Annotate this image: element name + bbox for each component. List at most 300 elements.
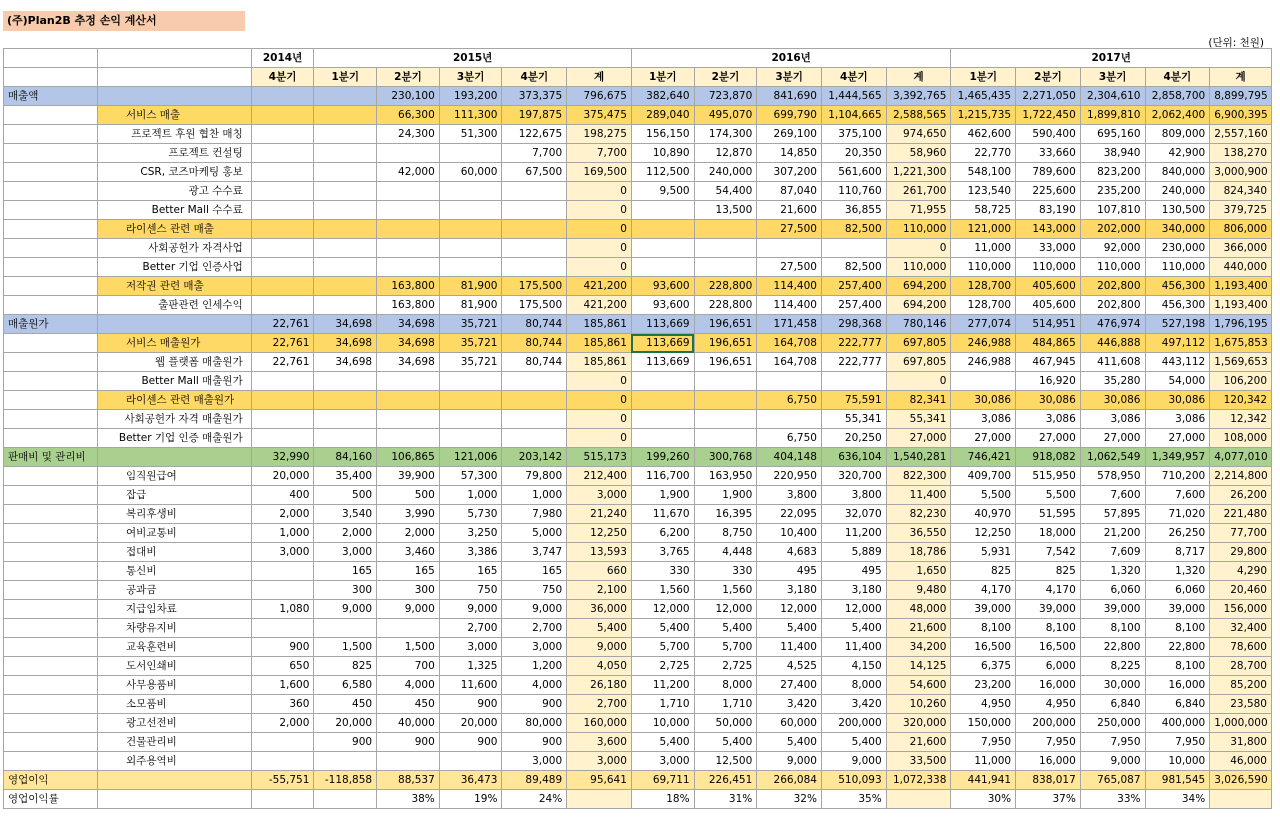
value-cell[interactable]: 3,000 <box>314 543 377 562</box>
total-cell[interactable]: 18,786 <box>886 543 951 562</box>
value-cell[interactable] <box>694 429 757 448</box>
row-item-label[interactable]: Better Mall 매출원가 <box>98 372 252 391</box>
row-item-label[interactable]: 지급임차료 <box>98 600 252 619</box>
total-cell[interactable]: 58,960 <box>886 144 951 163</box>
value-cell[interactable]: 300,768 <box>694 448 757 467</box>
value-cell[interactable]: 21,600 <box>757 201 822 220</box>
value-cell[interactable]: 1,560 <box>694 581 757 600</box>
value-cell[interactable]: 23,200 <box>951 676 1016 695</box>
value-cell[interactable] <box>314 125 377 144</box>
value-cell[interactable]: 5,500 <box>951 486 1016 505</box>
value-cell[interactable] <box>251 429 314 448</box>
value-cell[interactable]: 6,060 <box>1080 581 1145 600</box>
value-cell[interactable]: 163,950 <box>694 467 757 486</box>
value-cell[interactable]: 240,000 <box>1145 182 1210 201</box>
row-category-label[interactable] <box>4 733 98 752</box>
value-cell[interactable]: 3,420 <box>821 695 886 714</box>
value-cell[interactable] <box>502 201 567 220</box>
total-cell[interactable]: 0 <box>886 372 951 391</box>
value-cell[interactable]: 32,990 <box>251 448 314 467</box>
total-cell[interactable]: 21,240 <box>567 505 632 524</box>
value-cell[interactable]: 809,000 <box>1145 125 1210 144</box>
value-cell[interactable]: 20,000 <box>314 714 377 733</box>
row-category-label[interactable] <box>4 201 98 220</box>
row-item-label[interactable]: 여비교통비 <box>98 524 252 543</box>
value-cell[interactable]: 699,790 <box>757 106 822 125</box>
quarter-header[interactable]: 2분기 <box>377 68 440 87</box>
total-cell[interactable]: 120,342 <box>1210 391 1272 410</box>
value-cell[interactable]: 10,400 <box>757 524 822 543</box>
value-cell[interactable]: 9,000 <box>1080 752 1145 771</box>
row-category-label[interactable] <box>4 353 98 372</box>
value-cell[interactable]: 165 <box>502 562 567 581</box>
value-cell[interactable]: 80,744 <box>502 315 567 334</box>
value-cell[interactable]: 1,215,735 <box>951 106 1016 125</box>
value-cell[interactable] <box>821 372 886 391</box>
value-cell[interactable]: 1,000 <box>439 486 502 505</box>
value-cell[interactable]: 527,198 <box>1145 315 1210 334</box>
value-cell[interactable]: 80,744 <box>502 353 567 372</box>
value-cell[interactable]: 9,000 <box>502 600 567 619</box>
value-cell[interactable] <box>251 752 314 771</box>
value-cell[interactable]: 456,300 <box>1145 296 1210 315</box>
value-cell[interactable]: 69,711 <box>631 771 694 790</box>
value-cell[interactable] <box>631 410 694 429</box>
value-cell[interactable]: 71,020 <box>1145 505 1210 524</box>
value-cell[interactable]: 900 <box>439 695 502 714</box>
total-cell[interactable]: 366,000 <box>1210 239 1272 258</box>
value-cell[interactable]: 6,750 <box>757 391 822 410</box>
value-cell[interactable] <box>314 277 377 296</box>
value-cell[interactable]: 405,600 <box>1016 277 1081 296</box>
value-cell[interactable]: 3,180 <box>821 581 886 600</box>
value-cell[interactable]: 300 <box>314 581 377 600</box>
value-cell[interactable]: 19% <box>439 790 502 809</box>
value-cell[interactable] <box>439 391 502 410</box>
value-cell[interactable] <box>694 372 757 391</box>
value-cell[interactable]: 35,721 <box>439 315 502 334</box>
value-cell[interactable] <box>251 106 314 125</box>
value-cell[interactable]: 3,420 <box>757 695 822 714</box>
row-category-label[interactable] <box>4 258 98 277</box>
value-cell[interactable] <box>377 201 440 220</box>
row-item-label[interactable]: 소모품비 <box>98 695 252 714</box>
total-cell[interactable]: 23,580 <box>1210 695 1272 714</box>
total-header[interactable]: 계 <box>886 68 951 87</box>
quarter-header[interactable]: 4분기 <box>1145 68 1210 87</box>
total-cell[interactable]: 261,700 <box>886 182 951 201</box>
total-cell[interactable]: 1,650 <box>886 562 951 581</box>
row-category-label[interactable]: 매출액 <box>4 87 98 106</box>
total-cell[interactable]: 10,260 <box>886 695 951 714</box>
total-cell[interactable]: 12,342 <box>1210 410 1272 429</box>
value-cell[interactable]: 1,560 <box>631 581 694 600</box>
row-category-label[interactable]: 판매비 및 관리비 <box>4 448 98 467</box>
value-cell[interactable] <box>251 239 314 258</box>
total-cell[interactable]: 0 <box>567 429 632 448</box>
value-cell[interactable]: 250,000 <box>1080 714 1145 733</box>
value-cell[interactable]: 110,000 <box>1145 258 1210 277</box>
value-cell[interactable] <box>694 220 757 239</box>
value-cell[interactable] <box>251 277 314 296</box>
value-cell[interactable]: 340,000 <box>1145 220 1210 239</box>
total-cell[interactable]: 379,725 <box>1210 201 1272 220</box>
value-cell[interactable] <box>439 410 502 429</box>
row-category-label[interactable] <box>4 391 98 410</box>
value-cell[interactable]: 307,200 <box>757 163 822 182</box>
value-cell[interactable]: 165 <box>377 562 440 581</box>
value-cell[interactable]: 838,017 <box>1016 771 1081 790</box>
value-cell[interactable]: 87,040 <box>757 182 822 201</box>
quarter-header[interactable]: 3분기 <box>439 68 502 87</box>
total-cell[interactable]: 974,650 <box>886 125 951 144</box>
value-cell[interactable]: 50,000 <box>694 714 757 733</box>
value-cell[interactable]: 8,225 <box>1080 657 1145 676</box>
value-cell[interactable]: 298,368 <box>821 315 886 334</box>
value-cell[interactable]: 746,421 <box>951 448 1016 467</box>
row-item-label[interactable] <box>98 448 252 467</box>
value-cell[interactable]: 11,400 <box>821 638 886 657</box>
value-cell[interactable]: 163,800 <box>377 296 440 315</box>
value-cell[interactable]: 66,300 <box>377 106 440 125</box>
value-cell[interactable]: 1,062,549 <box>1080 448 1145 467</box>
value-cell[interactable]: 404,148 <box>757 448 822 467</box>
row-item-label[interactable]: 광고 수수료 <box>98 182 252 201</box>
value-cell[interactable]: 9,000 <box>439 600 502 619</box>
value-cell[interactable]: 22,770 <box>951 144 1016 163</box>
value-cell[interactable]: 467,945 <box>1016 353 1081 372</box>
value-cell[interactable]: 1,080 <box>251 600 314 619</box>
value-cell[interactable]: 83,190 <box>1016 201 1081 220</box>
value-cell[interactable] <box>377 429 440 448</box>
value-cell[interactable] <box>631 220 694 239</box>
value-cell[interactable]: 3,990 <box>377 505 440 524</box>
value-cell[interactable]: 900 <box>251 638 314 657</box>
value-cell[interactable]: 35% <box>821 790 886 809</box>
value-cell[interactable]: 32% <box>757 790 822 809</box>
total-cell[interactable]: 1,072,338 <box>886 771 951 790</box>
value-cell[interactable]: 1,900 <box>631 486 694 505</box>
value-cell[interactable]: 39,000 <box>1080 600 1145 619</box>
total-cell[interactable]: 13,593 <box>567 543 632 562</box>
row-category-label[interactable] <box>4 619 98 638</box>
value-cell[interactable]: 51,595 <box>1016 505 1081 524</box>
quarter-header[interactable]: 1분기 <box>951 68 1016 87</box>
value-cell[interactable]: 110,000 <box>951 258 1016 277</box>
value-cell[interactable]: 11,670 <box>631 505 694 524</box>
value-cell[interactable]: 11,200 <box>631 676 694 695</box>
value-cell[interactable]: 6,200 <box>631 524 694 543</box>
total-header[interactable]: 계 <box>567 68 632 87</box>
value-cell[interactable]: 6,580 <box>314 676 377 695</box>
value-cell[interactable] <box>502 372 567 391</box>
value-cell[interactable]: 113,669 <box>631 334 694 353</box>
value-cell[interactable]: 27,500 <box>757 220 822 239</box>
value-cell[interactable]: 35,721 <box>439 353 502 372</box>
total-cell[interactable]: 185,861 <box>567 334 632 353</box>
value-cell[interactable]: 450 <box>377 695 440 714</box>
value-cell[interactable]: 750 <box>439 581 502 600</box>
total-cell[interactable]: 1,540,281 <box>886 448 951 467</box>
value-cell[interactable]: 3,765 <box>631 543 694 562</box>
value-cell[interactable]: 825 <box>951 562 1016 581</box>
value-cell[interactable]: 39,000 <box>951 600 1016 619</box>
value-cell[interactable]: 11,400 <box>757 638 822 657</box>
total-cell[interactable]: 29,800 <box>1210 543 1272 562</box>
row-category-label[interactable] <box>4 505 98 524</box>
total-cell[interactable]: 4,077,010 <box>1210 448 1272 467</box>
value-cell[interactable]: 9,000 <box>314 600 377 619</box>
row-category-label[interactable] <box>4 372 98 391</box>
value-cell[interactable]: 16,500 <box>951 638 1016 657</box>
total-cell[interactable]: 82,341 <box>886 391 951 410</box>
value-cell[interactable]: 2,000 <box>251 505 314 524</box>
value-cell[interactable]: 3,086 <box>951 410 1016 429</box>
value-cell[interactable]: 8,717 <box>1145 543 1210 562</box>
row-category-label[interactable]: 영업이익 <box>4 771 98 790</box>
value-cell[interactable]: 121,006 <box>439 448 502 467</box>
value-cell[interactable]: 246,988 <box>951 353 1016 372</box>
total-cell[interactable]: 2,214,800 <box>1210 467 1272 486</box>
total-cell[interactable]: 221,480 <box>1210 505 1272 524</box>
value-cell[interactable]: 4,000 <box>377 676 440 695</box>
value-cell[interactable]: 8,100 <box>1016 619 1081 638</box>
value-cell[interactable]: 277,074 <box>951 315 1016 334</box>
value-cell[interactable]: 400,000 <box>1145 714 1210 733</box>
value-cell[interactable]: 33% <box>1080 790 1145 809</box>
value-cell[interactable]: 11,000 <box>951 239 1016 258</box>
value-cell[interactable] <box>314 296 377 315</box>
value-cell[interactable]: 67,500 <box>502 163 567 182</box>
value-cell[interactable]: 3,800 <box>757 486 822 505</box>
value-cell[interactable]: 107,810 <box>1080 201 1145 220</box>
value-cell[interactable]: 8,100 <box>1080 619 1145 638</box>
total-cell[interactable]: 2,557,160 <box>1210 125 1272 144</box>
value-cell[interactable]: 79,800 <box>502 467 567 486</box>
value-cell[interactable]: 3,386 <box>439 543 502 562</box>
value-cell[interactable]: 382,640 <box>631 87 694 106</box>
value-cell[interactable] <box>314 220 377 239</box>
value-cell[interactable]: 34,698 <box>314 353 377 372</box>
value-cell[interactable] <box>314 163 377 182</box>
total-cell[interactable]: 138,270 <box>1210 144 1272 163</box>
value-cell[interactable] <box>439 429 502 448</box>
value-cell[interactable]: 2,700 <box>439 619 502 638</box>
value-cell[interactable]: 2,000 <box>377 524 440 543</box>
total-cell[interactable]: 28,700 <box>1210 657 1272 676</box>
value-cell[interactable]: 60,000 <box>439 163 502 182</box>
row-item-label[interactable]: 광고선전비 <box>98 714 252 733</box>
value-cell[interactable]: 116,700 <box>631 467 694 486</box>
value-cell[interactable] <box>251 144 314 163</box>
value-cell[interactable]: 228,800 <box>694 277 757 296</box>
total-cell[interactable]: 822,300 <box>886 467 951 486</box>
value-cell[interactable] <box>251 125 314 144</box>
value-cell[interactable]: 1,000 <box>502 486 567 505</box>
value-cell[interactable]: 257,400 <box>821 277 886 296</box>
total-cell[interactable]: 108,000 <box>1210 429 1272 448</box>
value-cell[interactable]: 12,000 <box>757 600 822 619</box>
value-cell[interactable] <box>314 790 377 809</box>
value-cell[interactable]: 22,800 <box>1145 638 1210 657</box>
value-cell[interactable]: 203,142 <box>502 448 567 467</box>
total-cell[interactable] <box>567 790 632 809</box>
value-cell[interactable]: 3,000 <box>631 752 694 771</box>
value-cell[interactable]: 5,400 <box>631 619 694 638</box>
value-cell[interactable] <box>502 391 567 410</box>
total-cell[interactable]: 3,000,900 <box>1210 163 1272 182</box>
value-cell[interactable]: 165 <box>314 562 377 581</box>
value-cell[interactable]: 269,100 <box>757 125 822 144</box>
value-cell[interactable]: 113,669 <box>631 315 694 334</box>
row-category-label[interactable] <box>4 657 98 676</box>
value-cell[interactable]: 92,000 <box>1080 239 1145 258</box>
value-cell[interactable]: 5,400 <box>694 619 757 638</box>
value-cell[interactable]: 27,000 <box>1145 429 1210 448</box>
row-category-label[interactable] <box>4 543 98 562</box>
total-cell[interactable]: 0 <box>567 239 632 258</box>
value-cell[interactable] <box>314 258 377 277</box>
value-cell[interactable] <box>694 391 757 410</box>
value-cell[interactable]: 35,280 <box>1080 372 1145 391</box>
value-cell[interactable]: 3,086 <box>1080 410 1145 429</box>
total-cell[interactable]: 36,550 <box>886 524 951 543</box>
value-cell[interactable]: 6,750 <box>757 429 822 448</box>
value-cell[interactable]: 1,349,957 <box>1145 448 1210 467</box>
value-cell[interactable]: 4,525 <box>757 657 822 676</box>
value-cell[interactable]: 22,761 <box>251 353 314 372</box>
total-cell[interactable]: 3,600 <box>567 733 632 752</box>
value-cell[interactable] <box>314 144 377 163</box>
value-cell[interactable]: 1,465,435 <box>951 87 1016 106</box>
total-cell[interactable]: 796,675 <box>567 87 632 106</box>
total-cell[interactable]: 212,400 <box>567 467 632 486</box>
total-cell[interactable]: 9,480 <box>886 581 951 600</box>
total-cell[interactable]: 515,173 <box>567 448 632 467</box>
value-cell[interactable]: 9,000 <box>757 752 822 771</box>
total-cell[interactable]: 46,000 <box>1210 752 1272 771</box>
total-cell[interactable]: 1,221,300 <box>886 163 951 182</box>
row-category-label[interactable] <box>4 220 98 239</box>
value-cell[interactable]: 16,920 <box>1016 372 1081 391</box>
value-cell[interactable]: 22,095 <box>757 505 822 524</box>
value-cell[interactable]: 484,865 <box>1016 334 1081 353</box>
value-cell[interactable]: 110,000 <box>1016 258 1081 277</box>
total-cell[interactable]: 4,290 <box>1210 562 1272 581</box>
value-cell[interactable] <box>314 372 377 391</box>
value-cell[interactable]: 89,489 <box>502 771 567 790</box>
value-cell[interactable]: 1,320 <box>1080 562 1145 581</box>
total-cell[interactable]: 95,641 <box>567 771 632 790</box>
value-cell[interactable]: 128,700 <box>951 277 1016 296</box>
value-cell[interactable] <box>502 258 567 277</box>
value-cell[interactable]: 110,760 <box>821 182 886 201</box>
value-cell[interactable]: 150,000 <box>951 714 1016 733</box>
total-cell[interactable]: 21,600 <box>886 733 951 752</box>
value-cell[interactable]: 441,941 <box>951 771 1016 790</box>
row-item-label[interactable]: 라이센스 관련 매출 <box>98 220 252 239</box>
value-cell[interactable]: 5,000 <box>502 524 567 543</box>
value-cell[interactable]: 375,100 <box>821 125 886 144</box>
value-cell[interactable]: 900 <box>502 733 567 752</box>
total-cell[interactable]: 806,000 <box>1210 220 1272 239</box>
value-cell[interactable]: 34,698 <box>377 353 440 372</box>
value-cell[interactable]: 636,104 <box>821 448 886 467</box>
row-item-label[interactable]: 건물관리비 <box>98 733 252 752</box>
row-category-label[interactable] <box>4 410 98 429</box>
value-cell[interactable]: 33,000 <box>1016 239 1081 258</box>
value-cell[interactable] <box>694 410 757 429</box>
total-cell[interactable]: 82,230 <box>886 505 951 524</box>
value-cell[interactable] <box>377 258 440 277</box>
total-cell[interactable]: 12,250 <box>567 524 632 543</box>
value-cell[interactable]: 20,250 <box>821 429 886 448</box>
value-cell[interactable]: 174,300 <box>694 125 757 144</box>
value-cell[interactable]: 14,850 <box>757 144 822 163</box>
total-cell[interactable]: 2,700 <box>567 695 632 714</box>
value-cell[interactable]: 5,400 <box>757 619 822 638</box>
total-cell[interactable]: 1,000,000 <box>1210 714 1272 733</box>
total-cell[interactable]: 21,600 <box>886 619 951 638</box>
value-cell[interactable] <box>694 258 757 277</box>
value-cell[interactable]: 409,700 <box>951 467 1016 486</box>
value-cell[interactable]: 202,800 <box>1080 296 1145 315</box>
value-cell[interactable]: 1,600 <box>251 676 314 695</box>
value-cell[interactable] <box>251 733 314 752</box>
total-cell[interactable]: 55,341 <box>886 410 951 429</box>
value-cell[interactable]: 35,400 <box>314 467 377 486</box>
total-cell[interactable]: 26,200 <box>1210 486 1272 505</box>
quarter-header[interactable]: 4분기 <box>821 68 886 87</box>
value-cell[interactable]: 900 <box>439 733 502 752</box>
value-cell[interactable]: 9,000 <box>377 600 440 619</box>
value-cell[interactable] <box>251 87 314 106</box>
value-cell[interactable] <box>377 619 440 638</box>
value-cell[interactable]: 32,070 <box>821 505 886 524</box>
value-cell[interactable]: 55,341 <box>821 410 886 429</box>
value-cell[interactable] <box>502 239 567 258</box>
value-cell[interactable]: 590,400 <box>1016 125 1081 144</box>
total-cell[interactable]: 8,899,795 <box>1210 87 1272 106</box>
value-cell[interactable]: 497,112 <box>1145 334 1210 353</box>
value-cell[interactable] <box>314 410 377 429</box>
row-item-label[interactable]: 도서인쇄비 <box>98 657 252 676</box>
row-item-label[interactable]: 교육훈련비 <box>98 638 252 657</box>
row-category-label[interactable] <box>4 182 98 201</box>
value-cell[interactable]: 840,000 <box>1145 163 1210 182</box>
value-cell[interactable]: 2,062,400 <box>1145 106 1210 125</box>
value-cell[interactable]: 37% <box>1016 790 1081 809</box>
value-cell[interactable] <box>314 429 377 448</box>
value-cell[interactable] <box>631 201 694 220</box>
row-item-label[interactable]: 프로젝트 후원 협찬 매칭 <box>98 125 252 144</box>
total-cell[interactable]: 0 <box>567 201 632 220</box>
value-cell[interactable]: 8,750 <box>694 524 757 543</box>
value-cell[interactable] <box>314 619 377 638</box>
value-cell[interactable]: 38% <box>377 790 440 809</box>
total-cell[interactable]: 14,125 <box>886 657 951 676</box>
value-cell[interactable]: 695,160 <box>1080 125 1145 144</box>
value-cell[interactable]: 82,500 <box>821 220 886 239</box>
value-cell[interactable] <box>251 258 314 277</box>
value-cell[interactable] <box>377 752 440 771</box>
value-cell[interactable]: 2,000 <box>251 714 314 733</box>
total-cell[interactable]: 77,700 <box>1210 524 1272 543</box>
value-cell[interactable] <box>439 201 502 220</box>
value-cell[interactable]: 3,747 <box>502 543 567 562</box>
year-2016[interactable]: 2016년 <box>631 49 951 68</box>
value-cell[interactable]: 27,500 <box>757 258 822 277</box>
